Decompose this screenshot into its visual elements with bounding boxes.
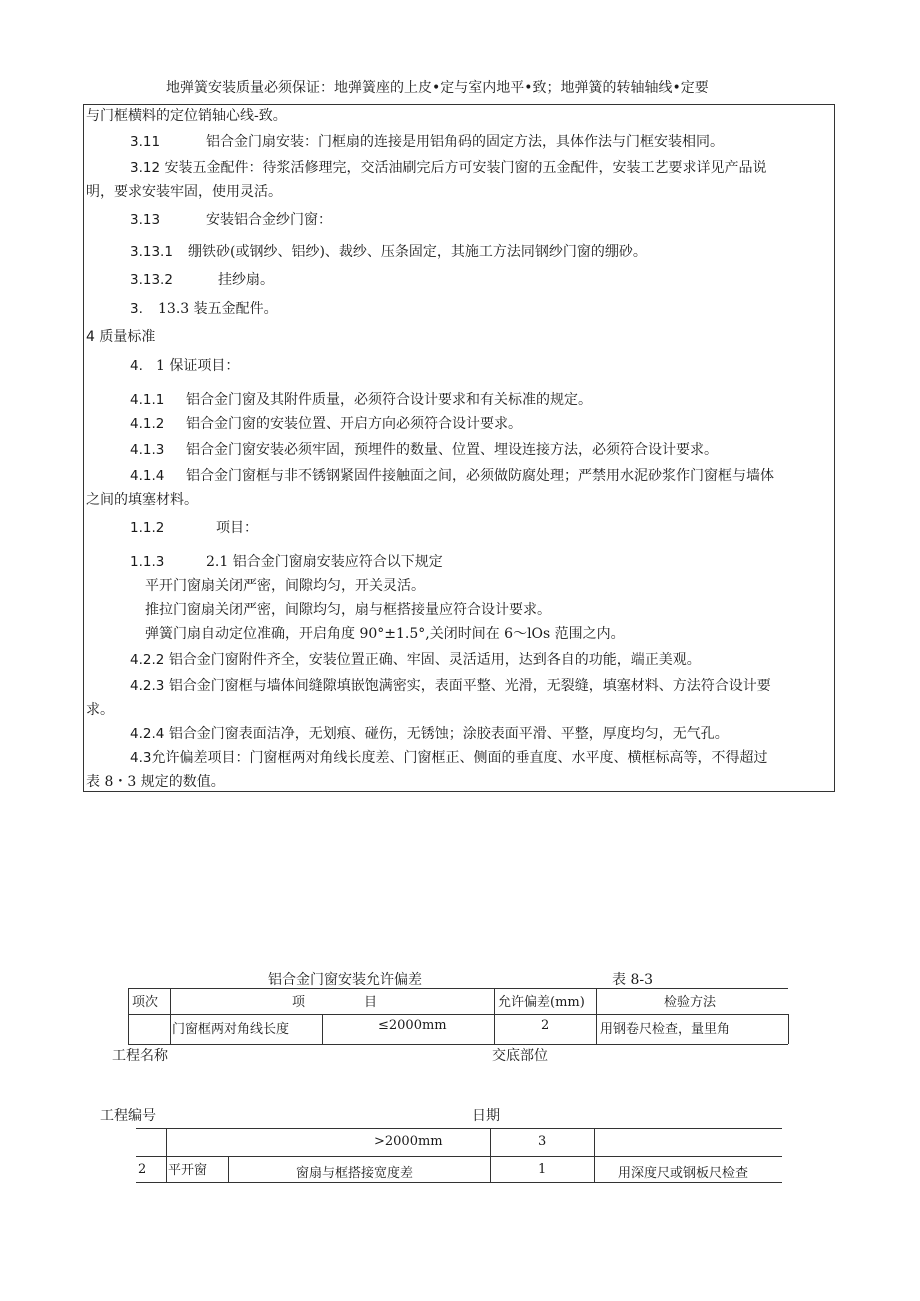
paragraph-text: 铝合金门窗及其附件质量，必须符合设计要求和有关标准的规定。 (186, 392, 592, 408)
table-line (494, 988, 495, 1044)
paragraph-line: 4.2.4 铝合金门窗表面洁净，无划痕、碰伤，无锈蚀；涂胶表面平滑、平整，厚度均匀，无气孔。 (130, 726, 729, 742)
paragraph-line: 4.2.3 铝合金门窗框与墙体间缝隙填嵌饱满密实，表面平整、光滑，无裂缝，填塞材料、方法符合设计要 (130, 678, 771, 694)
paragraph-line: 明，要求安装牢固，使用灵活。 (86, 184, 282, 200)
table-title: 铝合金门窗安装允许偏差 (268, 972, 422, 988)
paragraph-line: 3.13.1 (130, 244, 173, 260)
row1-method: 用钢卷尺检查，量里角 (600, 1022, 731, 1037)
row1-item: 门窗框两对角线长度 (172, 1022, 290, 1037)
paragraph-text: 铝合金门窗的安装位置、开启方向必须符合设计要求。 (186, 416, 522, 432)
table-line (136, 1128, 782, 1129)
paragraph-text: 项目： (216, 520, 258, 536)
table-number: 表 8-3 (612, 972, 653, 988)
paragraph-line: 平开门窗扇关闭严密，间隙均匀，开关灵活。 (145, 578, 425, 594)
row2-value: 3 (538, 1134, 547, 1149)
row3-method: 用深度尺或钢板尺检查 (618, 1166, 749, 1181)
paragraph-line: 1.1.2 (130, 520, 165, 536)
handover-part-label: 交底部位 (492, 1048, 548, 1064)
table-line (136, 1182, 782, 1183)
header-method: 检验方法 (664, 995, 717, 1010)
table-line (596, 988, 597, 1044)
table-line (128, 1014, 788, 1015)
table-line (128, 1044, 788, 1045)
row3-item: 窗扇与框搭接宽度差 (296, 1166, 414, 1181)
paragraph-line: 4.1.3 (130, 442, 165, 458)
table-line (228, 1156, 229, 1182)
paragraph-line: 3.11 (130, 134, 161, 150)
paragraph-line: 4.2.2 铝合金门窗附件齐全，安装位置正确、牢固、灵活适用，达到各自的功能，端正美观。 (130, 652, 701, 668)
paragraph-line: 4.1.1 (130, 392, 165, 408)
table-line (128, 988, 788, 989)
row3-type: 平开窗 (168, 1163, 208, 1178)
paragraph-text: 13.3 装五金配件。 (158, 301, 278, 317)
table-line (490, 1128, 491, 1182)
row1-range: ≤2000mm (378, 1018, 447, 1033)
table-line (128, 988, 129, 1044)
paragraph-line: 3.12 安装五金配件：待浆活修理完，交活油刷完后方可安装门窗的五金配件，安装工艺要求详见产品说 (130, 160, 767, 176)
table-line (594, 1128, 595, 1182)
paragraph-line: 4.3允许偏差项目：门窗框两对角线长度差、门窗框正、侧面的垂直度、水平度、横框标高等，不得超过 (130, 750, 768, 766)
row3-value: 1 (538, 1162, 547, 1177)
table-line (170, 988, 171, 1044)
paragraph-line: 表 8・3 规定的数值。 (86, 774, 225, 790)
paragraph-line: 3.13 (130, 212, 161, 228)
row3-index: 2 (138, 1162, 147, 1177)
header-tolerance: 允许偏差(mm) (498, 995, 585, 1010)
table-line (136, 1156, 782, 1157)
paragraph-text: 铝合金门扇安装：门框扇的连接是用铝角码的固定方法，具体作法与门框安装相同。 (206, 134, 724, 150)
project-name-label: 工程名称 (112, 1048, 168, 1064)
top-continuation-line: 地弹簧安装质量必须保证：地弹簧座的上皮•定与室内地平•致；地弹簧的转轴轴线•定要 (166, 80, 709, 96)
row2-range: >2000mm (374, 1134, 443, 1149)
paragraph-text: 铝合金门窗框与非不锈钢紧固件接触面之间，必须做防腐处理；严禁用水泥砂浆作门窗框与墙体 (186, 468, 774, 484)
table-line (322, 1014, 323, 1044)
paragraph-line: 4.1.4 (130, 468, 165, 484)
section-heading: 4 质量标准 (86, 329, 156, 345)
paragraph-line: 推拉门窗扇关闭严密，间隙均匀，扇与框搭接量应符合设计要求。 (145, 602, 551, 618)
project-number-label: 工程编号 (100, 1108, 156, 1124)
paragraph-line: 1.1.3 (130, 554, 165, 570)
paragraph-text: 挂纱扇。 (218, 272, 274, 288)
date-label: 日期 (472, 1108, 500, 1124)
paragraph-line: 4.1.2 (130, 416, 165, 432)
header-index: 项次 (132, 995, 159, 1010)
table-line (788, 1014, 789, 1044)
paragraph-text: 1 保证项目： (156, 358, 240, 374)
paragraph-line: 之间的填塞材料。 (86, 492, 198, 508)
header-item-2: 目 (364, 995, 378, 1010)
table-line (166, 1128, 167, 1182)
paragraph-line: 求。 (86, 702, 114, 718)
paragraph-line: 弹簧门扇自动定位准确，开启角度 90°±1.5°,关闭时间在 6～lOs 范围之内。 (145, 626, 625, 642)
paragraph-text: 绷铁砂(或钢纱、铝纱)、裁纱、压条固定，其施工方法同钢纱门窗的绷砂。 (188, 244, 647, 260)
paragraph-text: 安装铝合金纱门窗： (206, 212, 332, 228)
header-item: 项 (292, 995, 306, 1010)
row1-value: 2 (541, 1018, 550, 1033)
paragraph-text: 2.1 铝合金门窗扇安装应符合以下规定 (206, 554, 443, 570)
paragraph-line: 与门框横料的定位销轴心线-致。 (86, 108, 287, 124)
paragraph-line: 3. (130, 301, 143, 317)
paragraph-line: 3.13.2 (130, 272, 173, 288)
paragraph-line: 4. (130, 358, 143, 374)
paragraph-text: 铝合金门窗安装必须牢固，预埋件的数量、位置、埋设连接方法，必须符合设计要求。 (186, 442, 718, 458)
